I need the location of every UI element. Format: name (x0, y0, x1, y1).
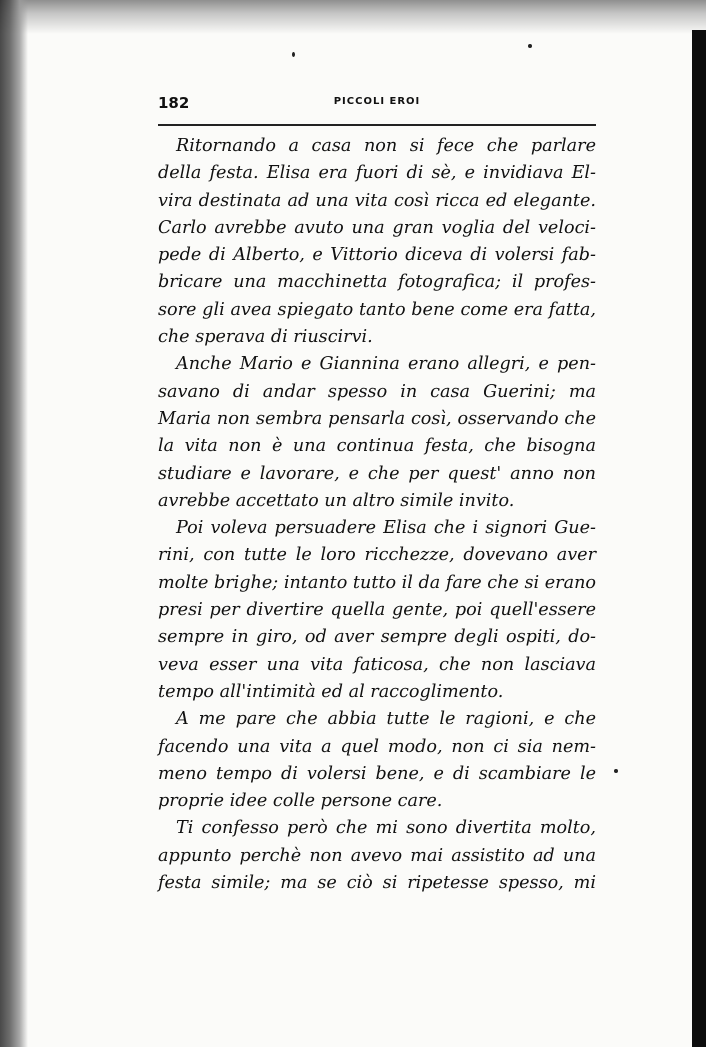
scan-shadow-left (0, 0, 28, 1047)
text-line: della festa. Elisa era fuori di sè, e invidiava El- (158, 163, 596, 184)
page-number: 182 (158, 94, 190, 112)
text-line: rini, con tutte le loro ricchezze, dovevano aver (158, 545, 596, 566)
text-line: Carlo avrebbe avuto una gran voglia del veloci- (158, 217, 596, 238)
scan-shadow-top (0, 0, 706, 34)
text-line: savano di andar spesso in casa Guerini; ma (158, 381, 596, 402)
text-line: sore gli avea spiegato tanto bene come era fatta, (158, 299, 596, 320)
text-line: meno tempo di volersi bene, e di scambiare le (158, 763, 596, 784)
page-header (158, 94, 596, 116)
text-line: la vita non è una continua festa, che bisogna (158, 436, 596, 457)
scan-speck (614, 769, 618, 773)
text-line: veva esser una vita faticosa, che non lasciava (158, 654, 596, 675)
text-line: facendo una vita a quel modo, non ci sia nem- (158, 736, 596, 757)
text-line: Maria non sembra pensarla così, osservando che (158, 408, 596, 429)
text-line: pede di Alberto, e Vittorio diceva di volersi fab- (158, 245, 596, 266)
text-line: Ritornando a casa non si fece che parlare (176, 136, 596, 156)
text-line: che sperava di riuscirvi. (158, 327, 373, 348)
text-line: appunto perchè non avevo mai assistito ad una (158, 845, 596, 866)
text-line: sempre in giro, od aver sempre degli ospiti, do- (158, 627, 596, 648)
scan-speck (292, 52, 295, 57)
text-line: avrebbe accettato un altro simile invito. (158, 490, 515, 511)
body-text (158, 133, 596, 897)
text-line: vira destinata ad una vita così ricca ed elegante. (158, 190, 596, 211)
text-line: bricare una macchinetta fotografica; il profes- (158, 272, 596, 293)
text-line: Anche Mario e Giannina erano allegri, e pen- (176, 354, 596, 375)
text-line: A me pare che abbia tutte le ragioni, e che (176, 709, 596, 730)
text-line: Poi voleva persuadere Elisa che i signori Gue- (176, 518, 596, 539)
header-rule (158, 124, 596, 126)
text-line: molte brighe; intanto tutto il da fare che si erano (158, 572, 596, 593)
scan-shadow-right (692, 30, 706, 1047)
text-line: proprie idee colle persone care. (158, 791, 443, 812)
text-line: tempo all'intimità ed al raccoglimento. (158, 681, 504, 702)
text-line: studiare e lavorare, e che per quest' anno non (158, 463, 596, 484)
text-line: presi per divertire quella gente, poi quell'essere (158, 600, 596, 621)
scan-speck (528, 44, 532, 48)
running-title: PICCOLI EROI (333, 96, 421, 107)
text-line: Ti confesso però che mi sono divertita molto, (176, 818, 596, 839)
text-line: festa simile; ma se ciò si ripetesse spesso, mi (158, 873, 596, 894)
